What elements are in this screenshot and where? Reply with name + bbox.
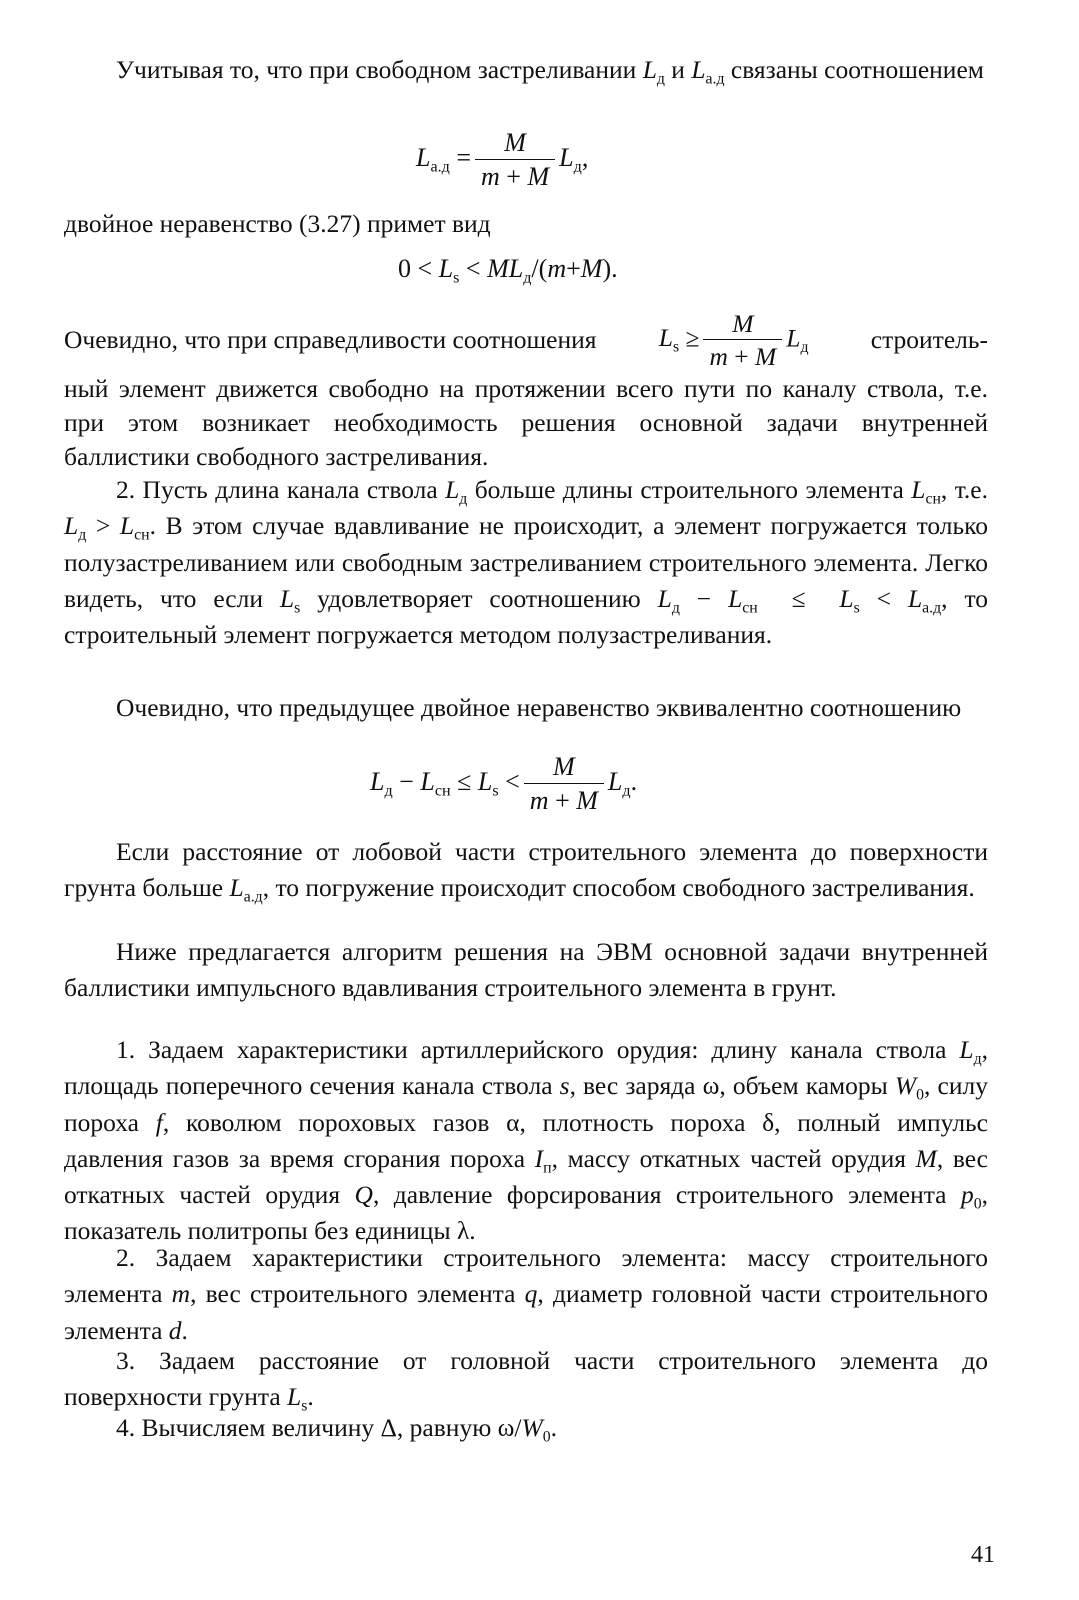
formula-double-inequality: $0 < L_s < ML_д/(m+M)$.	[398, 254, 618, 287]
formula-condition: $L_s$ ≥ $\frac{M}{m + M}$ $L_д$	[658, 308, 809, 371]
paragraph-6: Если расстояние от лобовой части строительного элемента до поверхности грунта больше $L_{а.д}$, то погружение происходит способом свободного застреливания.	[64, 837, 988, 906]
formula-equivalent: $L_д - L_{сн} \le L_s$ < $\frac{M}{m + M}$ $L_д$.	[370, 752, 638, 815]
paragraph-5: Очевидно, что предыдущее двойное неравенство эквивалентно соотношению	[116, 693, 962, 722]
formula-relation: $L_{а.д}$ = $\frac{M}{m + M}$ $L_д$,	[416, 128, 589, 191]
paragraph-2: двойное неравенство (3.27) примет вид	[64, 209, 491, 238]
paragraph-11: 4. Вычисляем величину Δ, равную $\omega/W_0$.	[116, 1413, 558, 1446]
paragraph-3: Очевидно, что при справедливости соотношения $L_s$ ≥ $\frac{M}{m + M}$ $L_д$ строитель- ный элемент движется свободно на протяжении всего пути по каналу ствола, т.е. при этом возникает необходимость решения основной задачи внутренней баллистики свободного застреливания.	[64, 308, 988, 471]
paragraph-4: 2. Пусть длина канала ствола $L_д$ больше длины строительного элемента $L_{сн}$, т.е. $L_д > L_{сн}$. В этом случае вдавливание не происходит, а элемент погружается только полузастреливанием или свободным застреливанием строительного элемента. Легко видеть, что если $L_s$ удовлетворяет соотношению $L_д - L_{сн} \le L_s < L_{а.д}$, то строительный элемент погружается методом полузастреливания.	[64, 475, 989, 650]
paragraph-7: Ниже предлагается алгоритм решения на ЭВМ основной задачи внутренней баллистики импульсного вдавливания строительного элемента в грунт.	[64, 937, 988, 1003]
paragraph-8: 1. Задаем характеристики артиллерийского орудия: длину канала ствола $L_д$, площадь поперечного сечения канала ствола s, вес заряда ω, объем каморы $W_0$, силу пороха f, коволюм пороховых газов α, плотность пороха δ, полный импульс давления газов за время сгорания пороха $I_п$, массу откатных частей орудия M, вес откатных частей орудия Q, давление форсирования строительного элемента $p_0$, показатель политропы без единицы λ.	[64, 1035, 988, 1246]
paragraph-9: 2. Задаем характеристики строительного элемента: массу строительного элемента m, вес строительного элемента q, диаметр головной части строительного элемента d.	[64, 1243, 989, 1345]
page-number: 41	[971, 1542, 995, 1568]
paragraph-1: Учитывая то, что при свободном застреливании $L_д$ и $L_{а.д}$ связаны соотношением	[116, 55, 984, 88]
paragraph-10: 3. Задаем расстояние от головной части строительного элемента до поверхности грунта $L_s$.	[64, 1346, 988, 1415]
